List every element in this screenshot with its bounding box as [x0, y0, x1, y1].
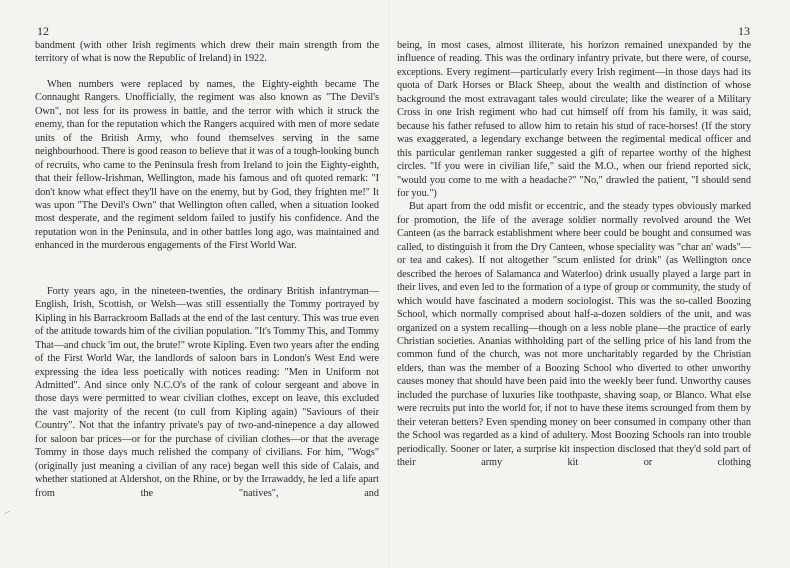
page-number-left: 12 [37, 24, 49, 38]
book-gutter [388, 0, 390, 568]
paragraph: When numbers were replaced by names, the Eighty-eighth became The Connaught Rangers. Unofficially, the regiment was also known as "The Devil's Own", not less for its prowess in battle, and the terror with which it struck the enemy, than for the reputation which the Rangers acquired with men of more sedate units of the British Army, who found themselves serving in the same neighbourhood. There is good reason to believe that it was of a tough-looking bunch of recruits, who came to the Peninsula fresh from Ireland to join the Eighty-eighth, that their fellow-Irishman, Wellington, made his famous and oft quoted remark: "I don't know what effect they'll have on the enemy, but by God, they frighten me!" It was upon "The Devil's Own" that Wellington often called, when a situation looked most desperate, and the regiment seldom failed to justify his confidence. And the reputation won in the Peninsula, and in other battles long ago, was maintained and enhanced in the murderous engagements of the First World War. [35, 78, 379, 252]
left-page-text [35, 39, 379, 500]
right-page-text [397, 39, 751, 470]
page-number-right: 13 [738, 24, 750, 38]
paragraph: bandment (with other Irish regiments which drew their main strength from the territory of what is now the Republic of Ireland) in 1922. [35, 40, 379, 65]
paragraph: Forty years ago, in the nineteen-twenties, the ordinary British infantryman—English, Irish, Scottish, or Welsh—was still essentially the Tommy portrayed by Kipling in his Barrackroom Ballads at the end of the last century. This was true even of the attitude towards him of the civilian population. "It's Tommy This, and Tommy That—and chuck 'im out, the brute!" wrote Kipling. Even two years after the ending of the First World War, the landlords of saloon bars in London's West End were expressing the idea less poetically with notices reading: "Men in Uniform not Admitted". And since only N.C.O's of the rank of colour sergeant and above in those days were permitted to wear civilian clothes, except on leave, this excluded the vast majority of the recent (to cull from Kipling again) "Saviours of their Country". Not that the infantry private's pay of two-and-ninepence a day allowed for saloon bar prices—or for the purchase of civilian clothes—or that the average Tommy in those days much relished the company of civilians. For him, "Wogs" (originally just meaning a civilian of any race) began well this side of Calais, and whether stationed at Aldershot, on the Rhine, or by the Irrawaddy, he led a life apart from the "natives", and [35, 285, 379, 499]
margin-mark [4, 511, 10, 515]
paragraph: But apart from the odd misfit or eccentric, and the steady types obviously marked for promotion, the life of the average soldier normally revolved around the Wet Canteen (as the barrack establishment where beer could be bought and consumed was called, to distinguish it from the Dry Canteen, whose speciality was "char an' wads"—or tea and cakes). If not altogether "scum enlisted for drink" (as Wellington once described the heroes of Salamanca and Waterloo) drink usually played a large part in their lives, and even led to the formation of a type of group or community, the study of which would have fascinated a modern sociologist. This was the so-called Boozing School, which normally comprised about half-a-dozen soldiers of the unit, and was organized on a system recalling—though on a less noble plane—the practice of early Christian societies. Ananias withholding part of the selling price of his land from the common fund of the church, was not more uncharitably regarded by the Christian elders, than was the member of a Boozing School who diverted to other unworthy causes money that should have been paid into the weekly beer fund. Unworthy causes included the purchase of luxuries like toothpaste, shaving soap, or Blanco. What else were recruits put into the world for, if not to have these items scrounged from them by their veteran betters? Even spending money on beer consumed in company other than the School was regarded as a kind of adultery. Most Boozing Schools ran into trouble periodically. Sooner or later, a surprise kit inspection disclosed that they'd sold part of their army kit or clothing [397, 201, 751, 469]
paragraph: being, in most cases, almost illiterate, his horizon remained unexpanded by the influence of reading. This was the ordinary infantry private, but there were, of course, exceptions. Every regiment—particularly every Irish regiment—in those days had its quota of Dark Horses or Black Sheep, about the wealth and distinction of whose background the most extravagant tales would circulate; like the wearer of a Military Cross in one Irish regiment who had cut himself off from his family, it was said, because his father refused to allow him to retain his stud of race-horses! (If the story was exaggerated, a legendary exchange between the regimental medical officer and this particular gentleman ranker suggested a gift of repartee worthy of the highest circles. "If you were in civilian life," said the M.O., when our friend reported sick, "would you come to me with a headache?" "No," drawled the patient, "I should send for you.") [397, 40, 751, 199]
